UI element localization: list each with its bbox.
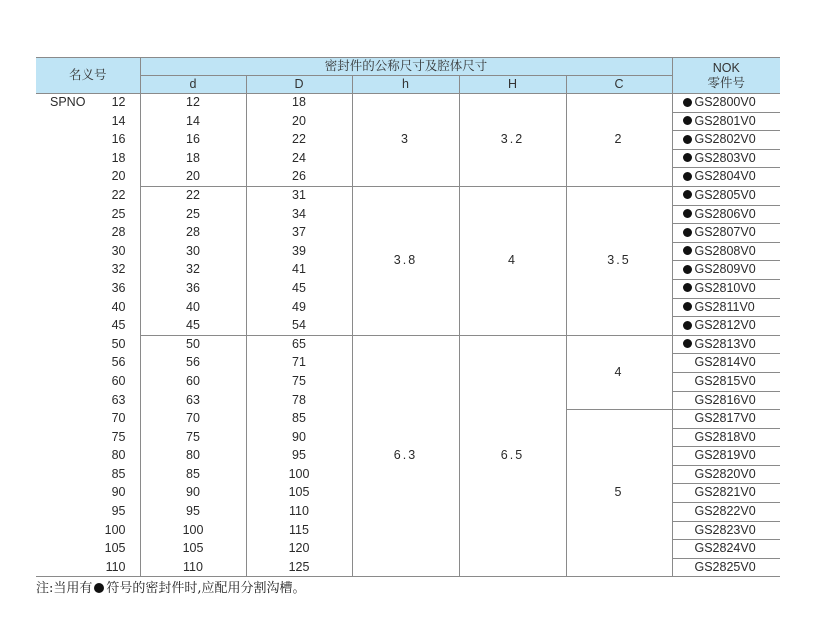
cell-D: 24 — [246, 149, 352, 168]
cell-D: 49 — [246, 298, 352, 317]
cell-d: 45 — [140, 317, 246, 336]
cell-part — [672, 168, 780, 187]
bullet-icon — [683, 283, 692, 292]
cell-D: 125 — [246, 558, 352, 577]
cell-d: 12 — [140, 94, 246, 113]
cell-part — [672, 186, 780, 205]
part-number: GS2802V0 — [694, 132, 756, 147]
part-number: GS2818V0 — [694, 429, 756, 444]
cell-d: 75 — [140, 428, 246, 447]
cell-name-value: 16 — [111, 132, 126, 147]
header-name: 名义号 — [36, 58, 140, 94]
cell-d: 40 — [140, 298, 246, 317]
header-d: d — [140, 76, 246, 94]
cell-D: 22 — [246, 131, 352, 150]
cell-name — [36, 186, 140, 205]
header-nok-line1: NOK — [712, 60, 740, 75]
cell-name — [36, 410, 140, 429]
cell-name-value: 105 — [104, 541, 126, 556]
cell-part — [672, 224, 780, 243]
bullet-icon — [683, 190, 692, 199]
cell-D: 54 — [246, 317, 352, 336]
cell-name-value: 22 — [111, 187, 126, 202]
cell-name-value: 45 — [111, 318, 126, 333]
cell-part — [672, 335, 780, 354]
part-number: GS2801V0 — [694, 113, 756, 128]
footnote-after: 符号的密封件时,应配用分割沟槽。 — [106, 581, 306, 596]
cell-name-value: 95 — [111, 504, 126, 519]
bullet-icon — [683, 116, 692, 125]
part-number: GS2807V0 — [694, 225, 756, 240]
cell-part — [672, 131, 780, 150]
cell-name — [36, 465, 140, 484]
cell-d: 36 — [140, 279, 246, 298]
footnote — [36, 577, 306, 596]
part-number: GS2825V0 — [694, 559, 756, 574]
cell-name — [36, 205, 140, 224]
cell-part — [672, 503, 780, 522]
cell-d: 28 — [140, 224, 246, 243]
cell-name-value: 80 — [111, 448, 126, 463]
cell-d: 30 — [140, 242, 246, 261]
cell-part — [672, 391, 780, 410]
bullet-icon — [683, 265, 692, 274]
part-number: GS2811V0 — [694, 299, 755, 314]
cell-D: 90 — [246, 428, 352, 447]
cell-part — [672, 354, 780, 373]
cell-d: 60 — [140, 372, 246, 391]
cell-name-value: 30 — [111, 243, 126, 258]
cell-D: 71 — [246, 354, 352, 373]
cell-D: 110 — [246, 503, 352, 522]
cell-name-value: 70 — [111, 411, 126, 426]
cell-d: 25 — [140, 205, 246, 224]
cell-h: 6.3 — [352, 335, 459, 577]
bullet-icon — [683, 339, 692, 348]
part-number: GS2804V0 — [694, 169, 756, 184]
header-D: D — [246, 76, 352, 94]
part-number: GS2810V0 — [694, 280, 756, 295]
table-row — [36, 186, 780, 205]
bullet-icon — [683, 246, 692, 255]
cell-part — [672, 447, 780, 466]
cell-name-value: 14 — [111, 113, 126, 128]
cell-name — [36, 317, 140, 336]
cell-name-value: 56 — [111, 355, 126, 370]
cell-H: 6.5 — [459, 335, 566, 577]
cell-part — [672, 372, 780, 391]
bullet-icon — [683, 153, 692, 162]
cell-part — [672, 484, 780, 503]
cell-part — [672, 149, 780, 168]
header-C: C — [566, 76, 672, 94]
cell-name — [36, 391, 140, 410]
cell-name-value: 25 — [111, 206, 126, 221]
cell-d: 110 — [140, 558, 246, 577]
cell-name — [36, 484, 140, 503]
cell-name — [36, 428, 140, 447]
cell-name — [36, 261, 140, 280]
cell-part — [672, 298, 780, 317]
bullet-icon — [683, 135, 692, 144]
cell-name — [36, 168, 140, 187]
cell-h: 3 — [352, 94, 459, 187]
part-number: GS2819V0 — [694, 448, 756, 463]
cell-name — [36, 149, 140, 168]
cell-C: 3.5 — [566, 186, 672, 335]
bullet-icon — [683, 98, 692, 107]
cell-part — [672, 540, 780, 559]
cell-name-value: 110 — [105, 559, 126, 574]
part-number: GS2813V0 — [694, 336, 756, 351]
cell-d: 105 — [140, 540, 246, 559]
cell-d: 16 — [140, 131, 246, 150]
cell-D: 105 — [246, 484, 352, 503]
cell-d: 95 — [140, 503, 246, 522]
cell-d: 50 — [140, 335, 246, 354]
header-h: h — [352, 76, 459, 94]
cell-name — [36, 447, 140, 466]
cell-name — [36, 540, 140, 559]
cell-D: 115 — [246, 521, 352, 540]
cell-part — [672, 261, 780, 280]
cell-part — [672, 558, 780, 577]
series-prefix: SPNO — [50, 95, 86, 110]
cell-name — [36, 112, 140, 131]
cell-D: 18 — [246, 94, 352, 113]
part-number: GS2803V0 — [694, 150, 756, 165]
cell-name — [36, 298, 140, 317]
cell-name — [36, 354, 140, 373]
bullet-icon — [683, 321, 692, 330]
cell-D: 39 — [246, 242, 352, 261]
cell-name — [36, 335, 140, 354]
part-number: GS2823V0 — [694, 522, 756, 537]
cell-name — [36, 521, 140, 540]
part-number: GS2812V0 — [694, 318, 756, 333]
cell-C: 4 — [566, 335, 672, 409]
cell-D: 20 — [246, 112, 352, 131]
bullet-icon — [683, 228, 692, 237]
part-number: GS2808V0 — [694, 243, 756, 258]
cell-name-value: 85 — [111, 466, 126, 481]
cell-d: 14 — [140, 112, 246, 131]
cell-part — [672, 521, 780, 540]
dimension-table — [36, 57, 780, 577]
cell-name-value: 60 — [111, 373, 126, 388]
cell-part — [672, 205, 780, 224]
cell-name-value: 75 — [111, 429, 126, 444]
part-number: GS2800V0 — [694, 95, 756, 109]
part-number: GS2806V0 — [694, 206, 756, 221]
cell-D: 100 — [246, 465, 352, 484]
cell-name-value: 12 — [111, 95, 126, 110]
cell-name — [36, 94, 140, 113]
cell-part — [672, 410, 780, 429]
cell-d: 18 — [140, 149, 246, 168]
cell-d: 85 — [140, 465, 246, 484]
cell-H: 3.2 — [459, 94, 566, 187]
cell-name — [36, 372, 140, 391]
cell-d: 63 — [140, 391, 246, 410]
cell-H: 4 — [459, 186, 566, 335]
cell-name-value: 28 — [111, 225, 126, 240]
cell-part — [672, 279, 780, 298]
cell-D: 41 — [246, 261, 352, 280]
cell-d: 22 — [140, 186, 246, 205]
cell-d: 90 — [140, 484, 246, 503]
bullet-icon — [683, 302, 692, 311]
cell-part — [672, 94, 780, 113]
header-nok — [672, 58, 780, 94]
footnote-before: 注:当用有 — [36, 581, 93, 596]
cell-D: 65 — [246, 335, 352, 354]
bullet-icon — [94, 583, 104, 593]
cell-D: 120 — [246, 540, 352, 559]
part-number: GS2805V0 — [694, 187, 756, 202]
part-number: GS2824V0 — [694, 541, 756, 556]
part-number: GS2822V0 — [694, 504, 756, 519]
cell-name-value: 36 — [111, 280, 126, 295]
table-row — [36, 94, 780, 113]
cell-part — [672, 465, 780, 484]
cell-d: 100 — [140, 521, 246, 540]
part-number: GS2821V0 — [694, 485, 756, 500]
part-number: GS2809V0 — [694, 262, 756, 277]
table-body — [36, 94, 780, 577]
part-number: GS2817V0 — [694, 411, 756, 426]
cell-name — [36, 131, 140, 150]
cell-part — [672, 112, 780, 131]
cell-C: 2 — [566, 94, 672, 187]
header-group: 密封件的公称尺寸及腔体尺寸 — [140, 58, 672, 76]
cell-name — [36, 279, 140, 298]
cell-D: 34 — [246, 205, 352, 224]
cell-d: 32 — [140, 261, 246, 280]
cell-D: 26 — [246, 168, 352, 187]
cell-D: 95 — [246, 447, 352, 466]
cell-name-value: 50 — [111, 336, 126, 351]
cell-d: 70 — [140, 410, 246, 429]
header-H: H — [459, 76, 566, 94]
cell-name — [36, 558, 140, 577]
cell-d: 20 — [140, 168, 246, 187]
bullet-icon — [683, 172, 692, 181]
cell-D: 75 — [246, 372, 352, 391]
cell-name-value: 40 — [111, 299, 126, 314]
cell-part — [672, 317, 780, 336]
part-number: GS2816V0 — [694, 392, 756, 407]
cell-name — [36, 503, 140, 522]
cell-name-value: 18 — [111, 150, 126, 165]
cell-d: 80 — [140, 447, 246, 466]
cell-name-value: 90 — [111, 485, 126, 500]
part-number: GS2815V0 — [694, 373, 756, 388]
cell-name — [36, 224, 140, 243]
cell-C: 5 — [566, 410, 672, 577]
bullet-icon — [683, 209, 692, 218]
cell-D: 37 — [246, 224, 352, 243]
header-nok-line2: 零件号 — [707, 75, 745, 90]
cell-D: 78 — [246, 391, 352, 410]
cell-name-value: 20 — [111, 169, 126, 184]
cell-name-value: 100 — [104, 522, 126, 537]
cell-name — [36, 242, 140, 261]
cell-name-value: 63 — [111, 392, 126, 407]
cell-h: 3.8 — [352, 186, 459, 335]
part-number: GS2814V0 — [694, 355, 756, 370]
cell-D: 45 — [246, 279, 352, 298]
table-row — [36, 335, 780, 354]
cell-name-value: 32 — [111, 262, 126, 277]
cell-part — [672, 428, 780, 447]
cell-d: 56 — [140, 354, 246, 373]
part-number: GS2820V0 — [694, 466, 756, 481]
cell-part — [672, 242, 780, 261]
cell-D: 31 — [246, 186, 352, 205]
cell-D: 85 — [246, 410, 352, 429]
